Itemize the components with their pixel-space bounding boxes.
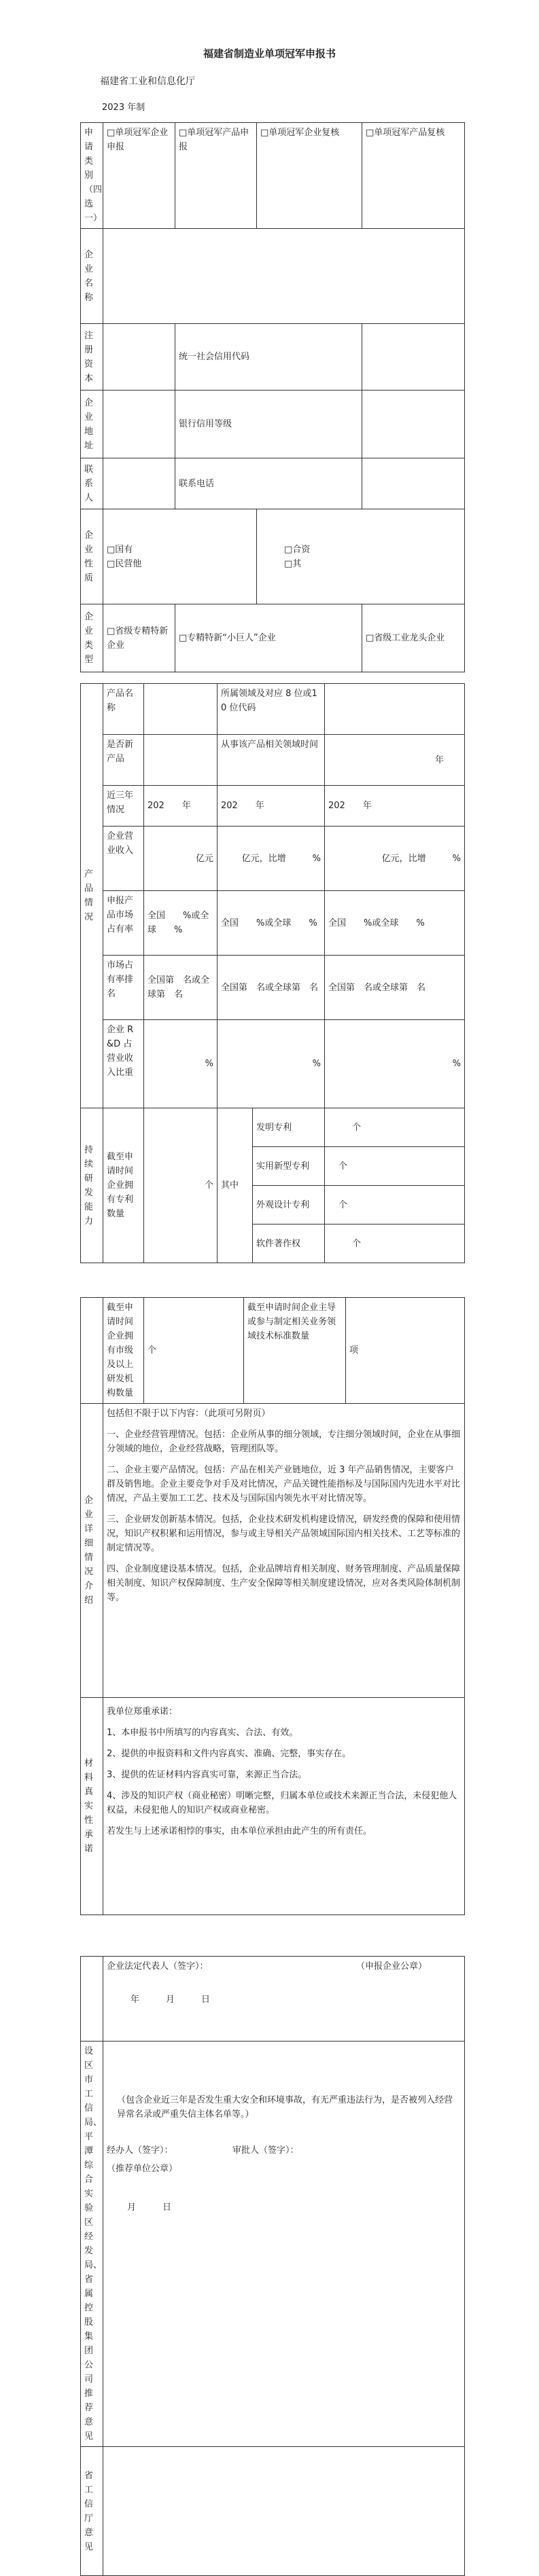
contact-label: 联系人 — [81, 458, 103, 509]
rank-label: 市场占有率排名 — [103, 956, 144, 1020]
nature-private-option[interactable]: □民营他 — [107, 558, 142, 569]
intro-label: 企业详细情况介绍 — [81, 1404, 103, 1698]
rank-1[interactable]: 全国第 名或全球第 名 — [144, 956, 218, 1020]
declaration-label: 材料真实性承诺 — [81, 1698, 103, 1915]
market-share-1[interactable]: 全国 %或全球 % — [144, 891, 218, 956]
capital-label: 注册资本 — [81, 324, 103, 391]
market-share-2[interactable]: 全国 %或全球 % — [218, 891, 325, 956]
declaration-heading: 我单位郑重承诺： — [107, 1707, 178, 1717]
years-in-field-value[interactable]: 年 — [325, 735, 465, 786]
standards-field[interactable]: 项 — [346, 1298, 465, 1404]
revenue-2[interactable]: 亿元，比增 % — [218, 827, 325, 891]
field-code-label: 所属领域及对应 8 位或10 位代码 — [218, 684, 325, 735]
signature-spacer — [81, 1957, 103, 2042]
credit-code-field[interactable] — [362, 324, 465, 391]
type-provincial-option[interactable]: □省级专精特新企业 — [103, 604, 175, 672]
patents-field[interactable]: 个 — [144, 1108, 218, 1263]
approval-row — [107, 2143, 461, 2158]
opt-product-review[interactable]: □单项冠军产品复核 — [362, 123, 465, 229]
declaration-item-2: 2、提供的申报资料和文件内容真实、准确、完整，事实存在。 — [107, 1749, 351, 1759]
innovation-section-label: 持续研发能力 — [81, 1108, 103, 1263]
intro-heading: 包括但不限于以下内容：（此项可另附页） — [107, 1409, 271, 1419]
signature-table — [80, 1956, 465, 2576]
nature-label: 企业性质 — [81, 509, 103, 604]
invention-count[interactable]: 个 — [325, 1108, 465, 1147]
rd-ratio-label: 企业 R&D 占营业收入比重 — [103, 1020, 144, 1108]
intro-paragraph-1: 一、企业经营管理情况。包括：企业所从事的细分领域，专注细分领域时间，企业在从事细分领域的地位，企业经营战略，管理团队等。 — [107, 1430, 461, 1454]
provincial-opinion-cell[interactable] — [103, 2447, 465, 2576]
city-opinion-note: （包含企业近三年是否发生重大安全和环境事故，有无严重违法行为，是否被列入经营异常名录或严重失信主体名单等。） — [117, 2095, 453, 2120]
bank-credit-field[interactable] — [362, 391, 465, 458]
opt-company-review[interactable]: □单项冠军企业复核 — [257, 123, 362, 229]
city-opinion-cell[interactable] — [103, 2042, 465, 2447]
software-count[interactable]: 个 — [325, 1224, 465, 1263]
signature-cell[interactable] — [103, 1957, 465, 2042]
design-count[interactable]: 个 — [325, 1186, 465, 1224]
three-years-label: 近三年情况 — [103, 786, 144, 827]
issuer: 福建省工业和信息化厅 — [100, 76, 195, 87]
intro-cell[interactable] — [103, 1404, 465, 1698]
type-leader-option[interactable]: □省级工业龙头企业 — [362, 604, 465, 672]
patents-label: 截至申请时间企业拥有专利数量 — [103, 1108, 144, 1263]
utility-label: 实用新型专利 — [253, 1147, 325, 1186]
standards-label: 截至申请时间企业主导或参与制定相关业务领域技术标准数量 — [244, 1298, 346, 1404]
details-table — [80, 1297, 465, 1915]
product-table — [80, 683, 465, 1263]
company-seal: （申报企业公章） — [355, 1961, 427, 1972]
is-new-label: 是否新产品 — [103, 735, 144, 786]
rd-institutions-field[interactable]: 个 — [144, 1298, 244, 1404]
basic-info-table — [80, 122, 465, 672]
type-giant-option[interactable]: □专精特新“小巨人”企业 — [175, 604, 362, 672]
signature-date: 年 月 日 — [131, 1995, 211, 2005]
product-name-label: 产品名称 — [103, 684, 144, 735]
nature-jv-option[interactable]: □合资 — [284, 544, 311, 555]
product-section-label: 产品情况 — [81, 684, 103, 1108]
edition-year: 2023 年制 — [102, 103, 145, 113]
page-title: 福建省制造业单项冠军申报书 — [203, 48, 336, 60]
phone-label: 联系电话 — [175, 458, 362, 509]
among-label: 其中 — [218, 1108, 253, 1263]
phone-field[interactable] — [362, 458, 465, 509]
software-label: 软件著作权 — [253, 1224, 325, 1263]
rd-ratio-1[interactable]: % — [144, 1020, 218, 1108]
opt-product-apply[interactable]: □单项冠军产品申报 — [175, 123, 257, 229]
details-spacer — [81, 1298, 103, 1404]
market-share-label: 申报产品市场占有率 — [103, 891, 144, 956]
product-name-field[interactable] — [144, 684, 218, 735]
contact-field[interactable] — [103, 458, 175, 509]
rd-institutions-label: 截至申请时间企业拥有市级及以上研发机构数量 — [103, 1298, 144, 1404]
intro-paragraph-2: 二、企业主要产品情况。包括：产品在相关产业链地位，近 3 年产品销售情况，主要客户群及销售地。企业主要竞争对手及对比情况，产品关键性能指标及与国际国内先进水平对比情况，产品主要加工工艺、技术及与国际国内领先水平对比情况等。 — [107, 1465, 461, 1504]
approver-sign: 审批人（签字）： — [232, 2145, 299, 2156]
declaration-cell — [103, 1698, 465, 1915]
bank-credit-label: 银行信用等级 — [175, 391, 362, 458]
company-name-label: 企业名称 — [81, 229, 103, 324]
company-name-field[interactable] — [103, 229, 465, 324]
market-share-3[interactable]: 全国 %或全球 % — [325, 891, 465, 956]
declaration-footer: 若发生与上述承诺相悖的事实，由本单位承担由此产生的所有责任。 — [107, 1826, 372, 1836]
legal-rep-sign: 企业法定代表人（签字）： — [107, 1961, 209, 1972]
provincial-opinion-label: 省工信厅意见 — [81, 2447, 103, 2576]
declaration-item-1: 1、本申报书中所填写的内容真实、合法、有效。 — [107, 1728, 298, 1738]
opinion-date: 月 日 — [127, 2202, 172, 2213]
revenue-1[interactable]: 亿元 — [144, 827, 218, 891]
rd-ratio-2[interactable]: % — [218, 1020, 325, 1108]
city-opinion-label: 设区市工信局、平潭综合实验区经发局、省属控股集团公司推荐意见 — [81, 2042, 103, 2447]
revenue-label: 企业营业收入 — [103, 827, 144, 891]
nature-options-left — [103, 509, 257, 604]
design-label: 外观设计专利 — [253, 1186, 325, 1224]
address-label: 企业地址 — [81, 391, 103, 458]
nature-state-option[interactable]: □国有 — [107, 544, 133, 555]
rank-2[interactable]: 全国第 名或全球第 名 — [218, 956, 325, 1020]
opt-company-apply[interactable]: □单项冠军企业申报 — [103, 123, 175, 229]
rd-ratio-3[interactable]: % — [325, 1020, 465, 1108]
handler-sign: 经办人（签字）： — [107, 2145, 173, 2156]
invention-label: 发明专利 — [253, 1108, 325, 1147]
intro-paragraph-4: 四、企业制度建设基本情况。包括，企业品牌培育相关制度、财务管理制度、产品质量保障相关制度、知识产权保障制度、生产安全保障等相关制度建设情况，应对各类风险体制机制等。 — [107, 1564, 461, 1603]
year-3[interactable]: 202 年 — [325, 786, 465, 827]
intro-paragraph-3: 三、企业研发创新基本情况。包括，企业技术研发机构建设情况，研发经费的保障和使用情况，知识产权积累和运用情况，参与或主导相关产品领域国际国内相关技术、工艺等标准的制定情况等。 — [107, 1514, 461, 1553]
declaration-item-3: 3、提供的佐证材料内容真实可靠，来源正当合法。 — [107, 1770, 307, 1780]
field-code-field[interactable] — [325, 684, 465, 735]
address-field[interactable] — [103, 391, 175, 458]
is-new-field[interactable] — [144, 735, 218, 786]
year-1[interactable]: 202 年 — [144, 786, 218, 827]
utility-count[interactable]: 个 — [325, 1147, 465, 1186]
nature-other-option[interactable]: □其 — [284, 558, 302, 569]
capital-field[interactable] — [103, 324, 175, 391]
credit-code-label: 统一社会信用代码 — [175, 324, 362, 391]
rank-3[interactable]: 全国第 名或全球第 名 — [325, 956, 465, 1020]
recommend-seal: （推荐单位公章） — [107, 2164, 178, 2174]
declaration-item-4: 4、涉及的知识产权（商业秘密）明晰完整，归属本单位或技术来源正当合法，未侵犯他人权益，未侵犯他人的知识产权或商业秘密。 — [107, 1791, 457, 1815]
years-in-field-label: 从事该产品相关领域时间 — [218, 735, 325, 786]
nature-options-right — [257, 509, 465, 604]
year-2[interactable]: 202 年 — [218, 786, 325, 827]
category-label: 申请类别（四选一） — [81, 123, 103, 229]
revenue-3[interactable]: 亿元，比增 % — [325, 827, 465, 891]
type-label: 企业类型 — [81, 604, 103, 672]
